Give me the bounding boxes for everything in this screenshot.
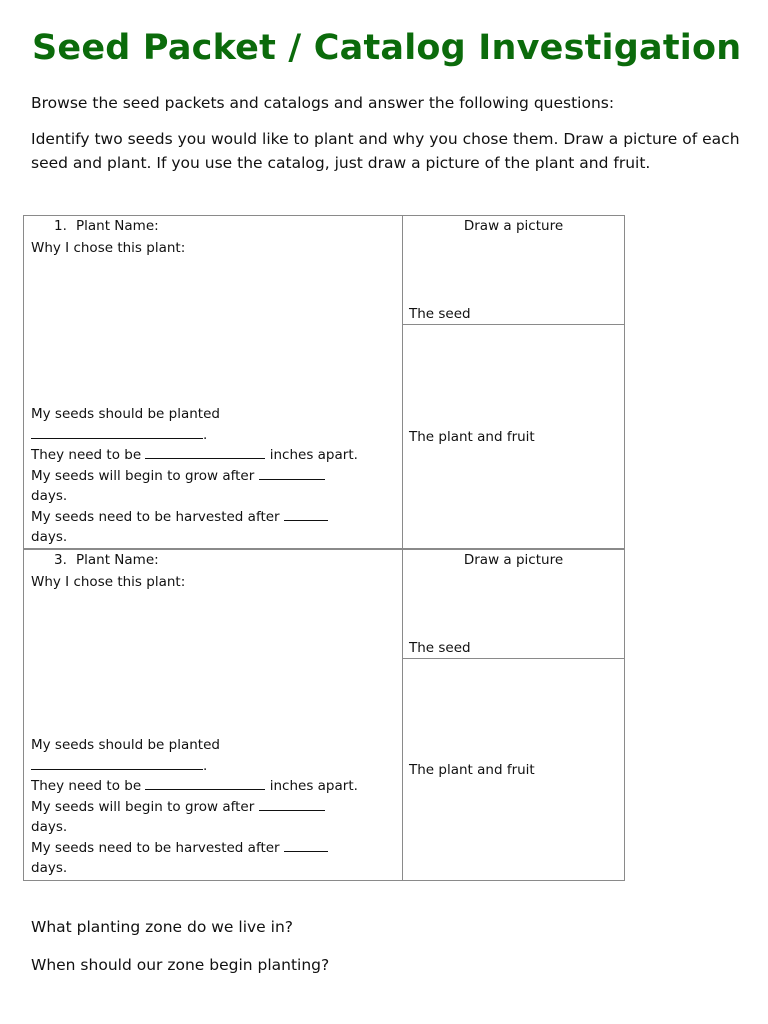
- task-instructions: Identify two seeds you would like to plant and why you chose them. Draw a picture of each seed and plant. If you use the catalog, just draw a picture of the plant and fruit.: [31, 130, 740, 172]
- plant-fruit-label: The plant and fruit: [409, 761, 535, 778]
- grow-days: days.: [31, 819, 68, 835]
- apart-after-label: inches apart.: [269, 447, 358, 463]
- grow-days: days.: [31, 488, 68, 504]
- seed-label: The seed: [409, 305, 471, 322]
- draw-picture-label: Draw a picture: [463, 218, 564, 234]
- planted-end: .: [203, 426, 208, 443]
- seed-drawing-cell-1[interactable]: [403, 216, 625, 325]
- plant-name-label: Plant Name:: [76, 552, 159, 568]
- planting-facts: [31, 404, 396, 548]
- harvest-label: My seeds need to be harvested after: [31, 508, 280, 525]
- harvest-days: days.: [31, 860, 68, 876]
- harvest-days: days.: [31, 529, 68, 545]
- plant-number: 3.: [54, 552, 67, 568]
- plant-table-2: [23, 549, 625, 881]
- harvest-blank[interactable]: [284, 507, 328, 521]
- apart-after-label: inches apart.: [269, 778, 358, 794]
- plant-table-1: [23, 215, 625, 549]
- planting-facts: [31, 735, 396, 879]
- apart-before-label: They need to be: [31, 447, 142, 463]
- harvest-blank[interactable]: [284, 838, 328, 852]
- planted-blank[interactable]: [31, 425, 203, 439]
- page-title: Seed Packet / Catalog Investigation: [32, 28, 742, 68]
- planted-label: My seeds should be planted: [31, 737, 220, 753]
- why-chose-label: Why I chose this plant:: [31, 240, 186, 256]
- plant-name-label: Plant Name:: [76, 218, 159, 234]
- plant-number: 1.: [54, 218, 67, 234]
- plant-info-cell-1: [24, 216, 403, 549]
- planted-label: My seeds should be planted: [31, 406, 220, 422]
- harvest-label: My seeds need to be harvested after: [31, 839, 280, 856]
- seed-label: The seed: [409, 639, 471, 656]
- grow-label: My seeds will begin to grow after: [31, 798, 255, 815]
- question-planting-zone: What planting zone do we live in?: [31, 918, 293, 936]
- plant-info-cell-2: [24, 550, 403, 881]
- question-begin-planting: When should our zone begin planting?: [31, 956, 330, 974]
- apart-blank[interactable]: [145, 776, 265, 790]
- grow-label: My seeds will begin to grow after: [31, 467, 255, 484]
- planted-end: .: [203, 757, 208, 774]
- seed-drawing-cell-2[interactable]: [403, 550, 625, 659]
- why-chose-label: Why I chose this plant:: [31, 574, 186, 590]
- grow-blank[interactable]: [259, 466, 325, 480]
- apart-blank[interactable]: [145, 445, 265, 459]
- draw-picture-label: Draw a picture: [463, 552, 564, 568]
- grow-blank[interactable]: [259, 797, 325, 811]
- intro-text: Browse the seed packets and catalogs and answer the following questions:: [31, 94, 615, 112]
- apart-before-label: They need to be: [31, 778, 142, 794]
- plant-drawing-cell-2[interactable]: [403, 659, 625, 881]
- planted-blank[interactable]: [31, 756, 203, 770]
- plant-drawing-cell-1[interactable]: [403, 325, 625, 549]
- plant-fruit-label: The plant and fruit: [409, 428, 535, 445]
